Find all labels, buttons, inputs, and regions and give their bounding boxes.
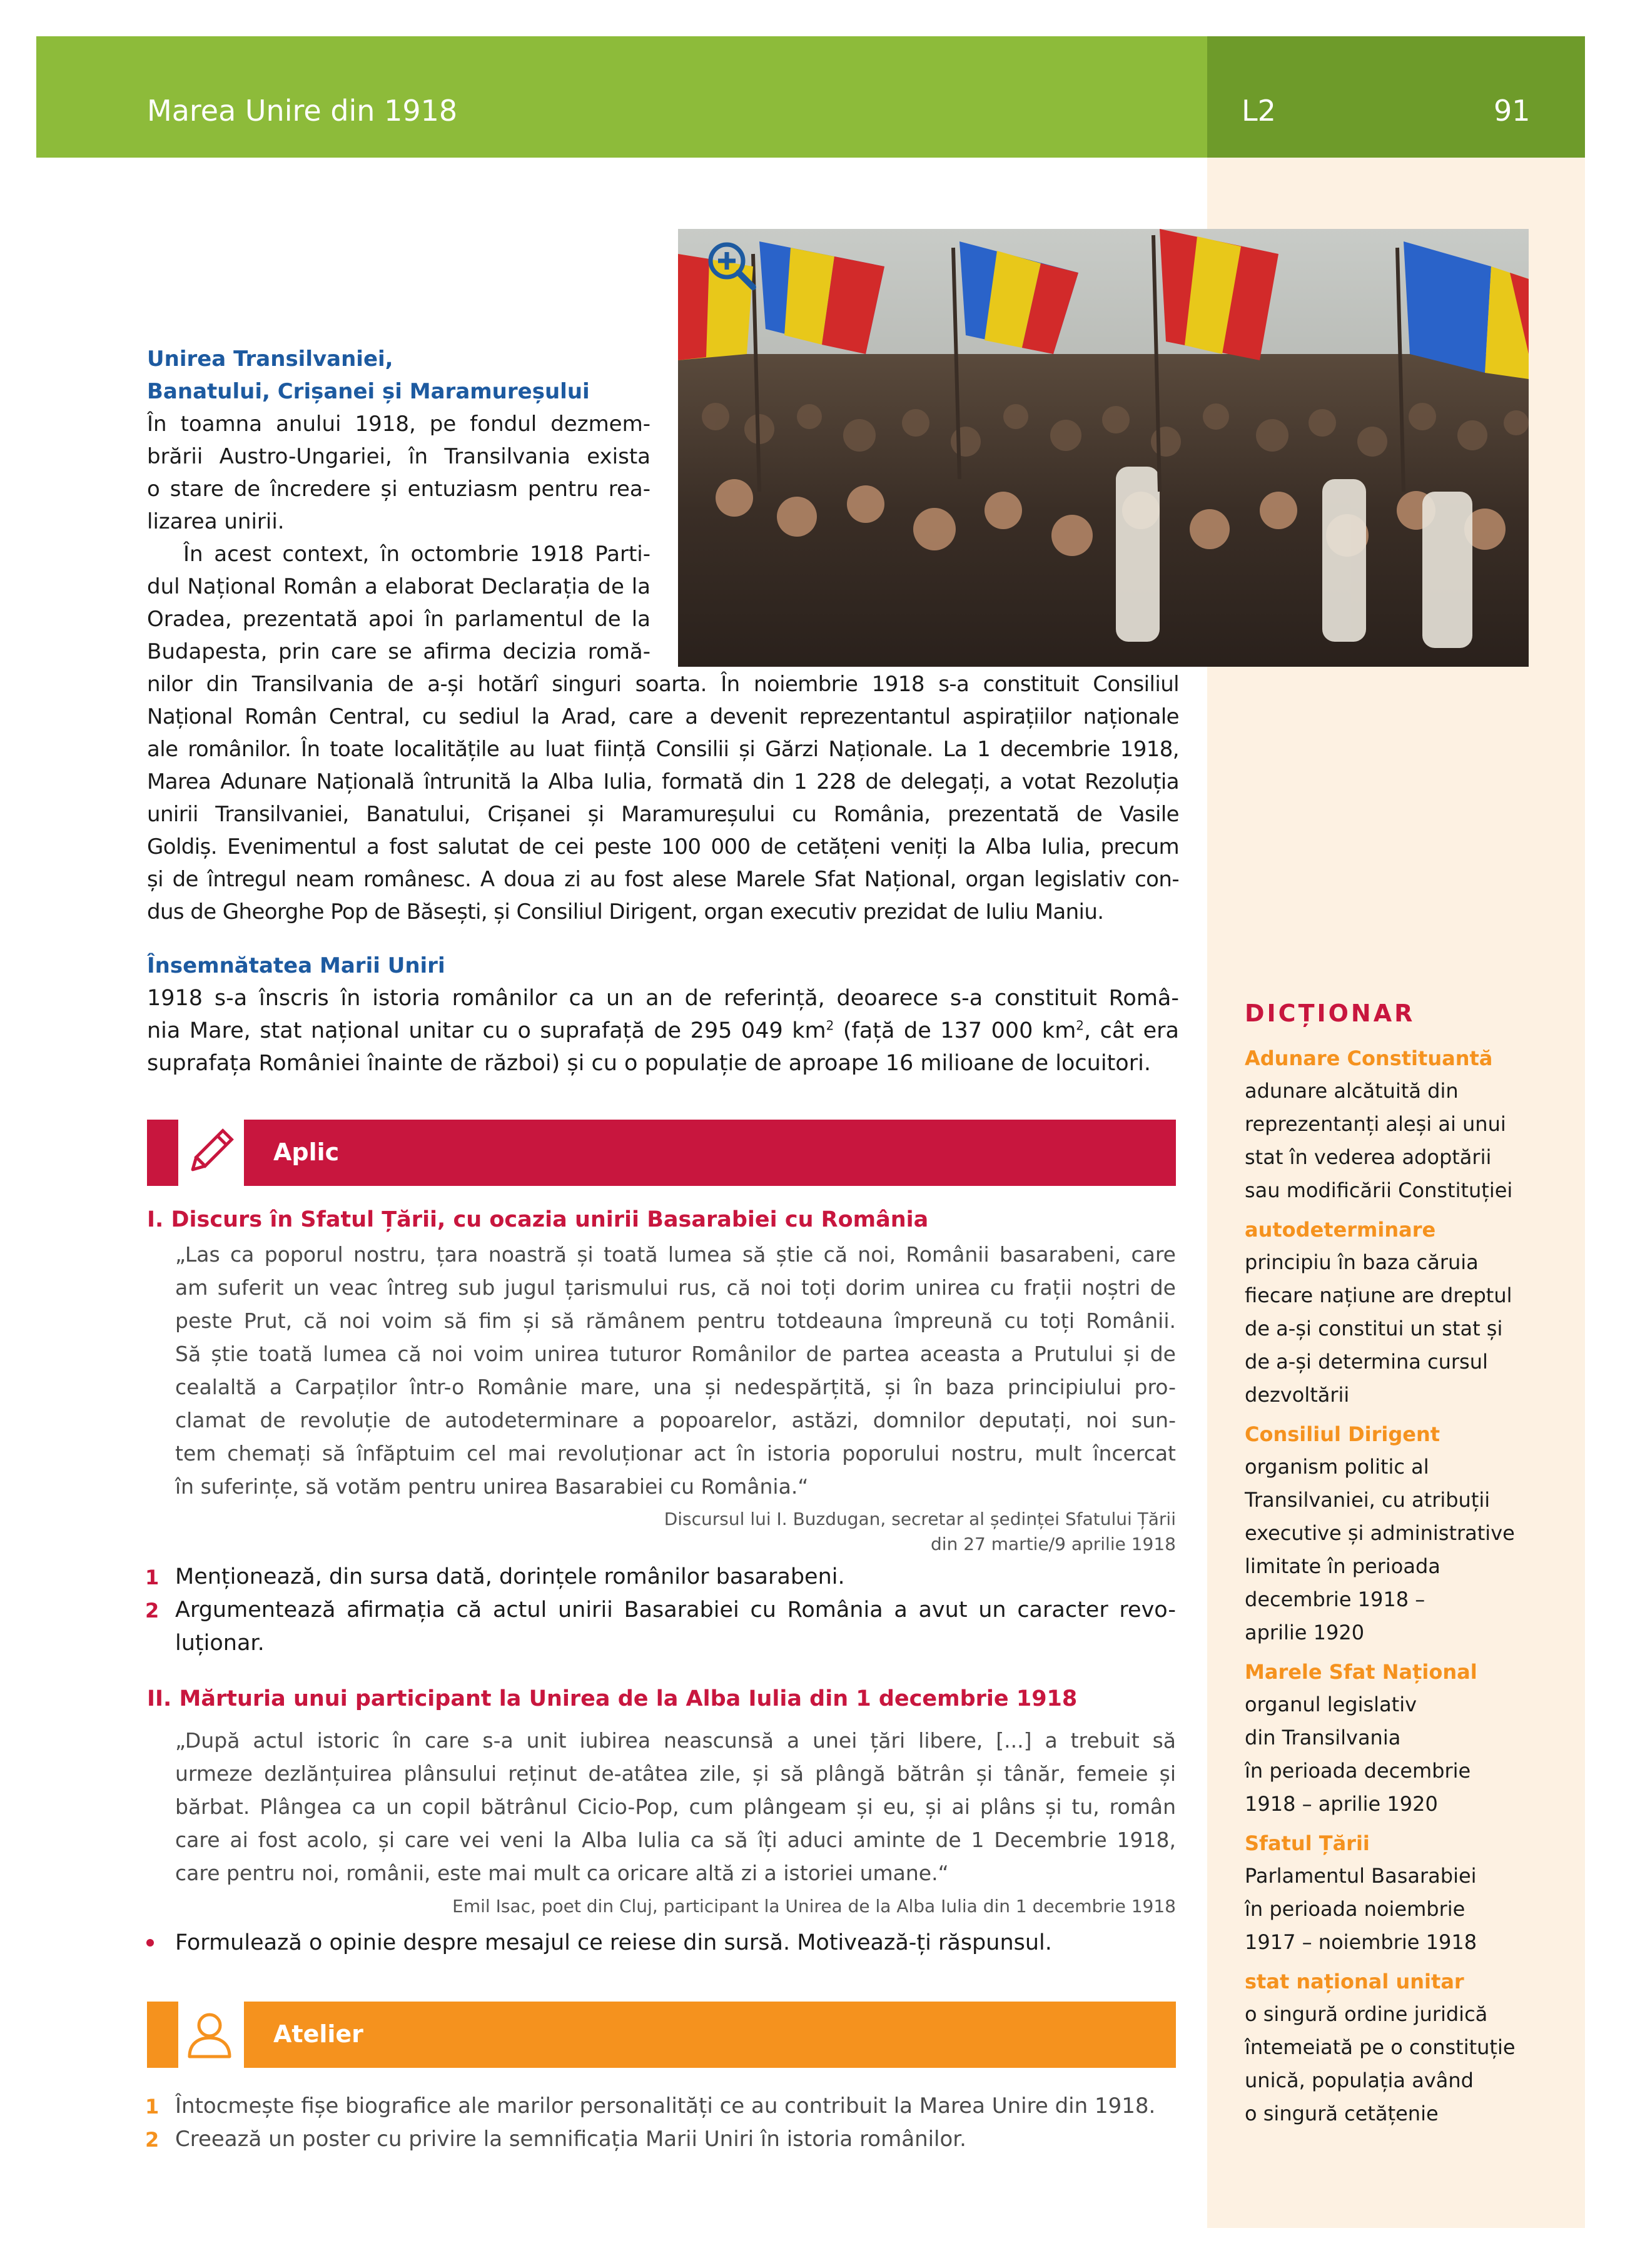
dictionary-title: DICȚIONAR <box>1245 1000 1415 1027</box>
atelier-label: Atelier <box>273 2020 363 2048</box>
intro-paragraph: În toamna anului 1918, pe fondul dezmem- brării Austro-Ungariei, în Transilvania exista o stare de încredere și entuziasm pentru rea- lizarea unirii. În acest context, în octombrie 1918 Parti- dul Național Român a elaborat Declarația de la Oradea, prezentată apoi în parlamentul de la Budapesta, prin care se afirma decizia romă- <box>147 412 651 664</box>
dictionary-entry: Consiliul Dirigent organism politic al Transilvaniei, cu atribuții executive și administrative limitate în perioada decembrie 1918 – aprilie 1920 <box>1245 1422 1515 1644</box>
question-number: 2 <box>145 1599 159 1623</box>
source2-title: II. Mărturia unui participant la Unirea de la Alba Iulia din 1 decembrie 1918 <box>147 1686 1078 1711</box>
dictionary-entry: stat național unitar o singură ordine juridică întemeiată pe o constituție unică, populația având o singură cetățenie <box>1245 1970 1516 2125</box>
dictionary-entry: autodeterminare principiu în baza căruia fiecare națiune are dreptul de a-și constitui un stat și de a-și determina cursul dezvoltării <box>1245 1218 1512 1407</box>
atelier-header-bar <box>244 2002 1176 2068</box>
historical-photo[interactable] <box>678 229 1529 667</box>
question-1-text: Menționează, din sursa dată, dorințele românilor basarabeni. <box>175 1564 845 1589</box>
bullet-dot <box>146 1939 154 1947</box>
atelier-bar-stub <box>147 2002 178 2068</box>
question-2-text: Argumentează afirmația că actul unirii Basarabiei cu România a avut un caracter revo- luționar. <box>175 1597 1176 1656</box>
source1-attribution: Discursul lui I. Buzdugan, secretar al ședinței Sfatului Țării din 27 martie/9 aprilie 1918 <box>664 1509 1176 1554</box>
chapter-title: Marea Unire din 1918 <box>147 94 458 128</box>
aplic-header-bar <box>244 1120 1176 1186</box>
significance-paragraph: 1918 s-a înscris în istoria românilor ca un an de referință, deoarece s-a constituit Româ- nia Mare, stat național unitar cu o suprafață de 295 049 $km^2$ (față de 137 000 $km^2$, cât era suprafața României înainte de război) și cu o populație de aproape 16 milioane de locuitori. <box>147 986 1179 1076</box>
task-number: 2 <box>145 2128 159 2152</box>
section-heading-insemnatatea: Însemnătatea Marii Uniri <box>147 953 445 978</box>
aplic-icon-box <box>178 1120 241 1186</box>
lesson-label: L2 <box>1242 94 1276 128</box>
atelier-task-2: Creează un poster cu privire la semnificația Marii Uniri în istoria românilor. <box>175 2127 966 2152</box>
opinion-task: Formulează o opinie despre mesajul ce reiese din sursă. Motivează-ți răspunsul. <box>175 1930 1052 1955</box>
dictionary-entry: Sfatul Țării Parlamentul Basarabiei în perioada noiembrie 1917 – noiembrie 1918 <box>1245 1831 1477 1954</box>
main-paragraph: nilor din Transilvania de a-și hotărî singuri soarta. În noiembrie 1918 s-a constituit Consiliul Național Român Central, cu sediul la Arad, care a devenit reprezentantul aspirațiilor naționale ale românilor. În toate localitățile au luat ființă Consilii și Gărzi Naționale. La 1 decembrie 1918, Marea Adunare Națională întrunită la Alba Iulia, formată din 1 228 de delegați, a votat Rezoluția unirii Transilvaniei, Banatului, Crișanei și Maramureșului cu România, prezentată de Vasile Goldiș. Evenimentul a fost salutat de cei peste 100 000 de cetățeni veniți la Alba Iulia, precum și de întregul neam românesc. A doua zi au fost alese Marele Sfat Național, organ legislativ con- dus de Gheorghe Pop de Băsești, și Consiliul Dirigent, organ executiv prezidat de Iuliu Maniu. <box>147 672 1179 924</box>
person-icon <box>178 2002 241 2068</box>
aplic-bar-stub <box>147 1120 178 1186</box>
task-number: 1 <box>145 2095 159 2119</box>
dictionary-entry: Marele Sfat Național organul legislativ din Transilvania în perioada decembrie 1918 – aprilie 1920 <box>1245 1660 1477 1816</box>
aplic-label: Aplic <box>273 1138 340 1166</box>
section-heading-unirea: Unirea Transilvaniei, Banatului, Crișanei și Maramureșului <box>147 347 590 404</box>
source1-title: I. Discurs în Sfatul Țării, cu ocazia unirii Basarabiei cu România <box>147 1207 929 1232</box>
atelier-icon-box <box>178 2002 241 2068</box>
atelier-task-1: Întocmește fișe biografice ale marilor personalități ce au contribuit la Marea Unire din 1918. <box>175 2093 1156 2119</box>
zoom-in-icon[interactable] <box>706 240 758 292</box>
dictionary-entry: Adunare Constituantă adunare alcătuită din reprezentanți aleși ai unui stat în vederea adoptării sau modificării Constituției <box>1245 1046 1513 1202</box>
source1-quote: „Las ca poporul nostru, țara noastră și toată lumea să știe că noi, Românii basarabeni, care am suferit un veac întreg sub jugul țarismului rus, că noi toți dorim unirea cu frații noștri de peste Prut, că noi voim să fim și să rămânem pentru totdeauna împreună cu toți Românii. Să știe toată lumea că noi voim unirea tuturor Românilor de partea aceasta a Prutului și de cealaltă a Carpaților într-o Românie mare, una și nedespărțită, și în baza principiului pro- clamat de revoluție de autodeterminare a popoarelor, astăzi, domnilor deputați, noi sun- tem chemați să înfăptuim cel mai revoluționar act în istoria poporului nostru, mult încercat în suferințe, să votăm pentru unirea Basarabiei cu România.“ <box>175 1242 1176 1499</box>
source2-quote: „După actul istoric în care s-a unit iubirea neascunsă a unei țări libere, [...] a trebuit să urmeze dezlănțuirea plânsului reținut de-atâtea zile, și să plângă bătrân și tânăr, femeie și bărbat. Plângea ca un copil bătrânul Cicio-Pop, cum plângeam și eu, și ai plâns și tu, român care ai fost acolo, și care vei veni la Alba Iulia ca să îți aduci aminte de 1 Decembrie 1918, care pentru noi, românii, este mai mult ca oricare altă zi a istoriei umane.“ <box>175 1728 1176 1885</box>
page-number: 91 <box>1494 94 1531 128</box>
dictionary-list <box>1245 1042 1570 2137</box>
question-number: 1 <box>145 1566 159 1589</box>
area-line: nia Mare, stat național unitar cu o suprafață de 295 049 $km^2$ (față de 137 000 $km^2$, cât era <box>147 1018 1179 1043</box>
source2-attribution: Emil Isac, poet din Cluj, participant la Unirea de la Alba Iulia din 1 decembrie 1918 <box>452 1896 1176 1916</box>
pencil-icon <box>178 1120 241 1186</box>
